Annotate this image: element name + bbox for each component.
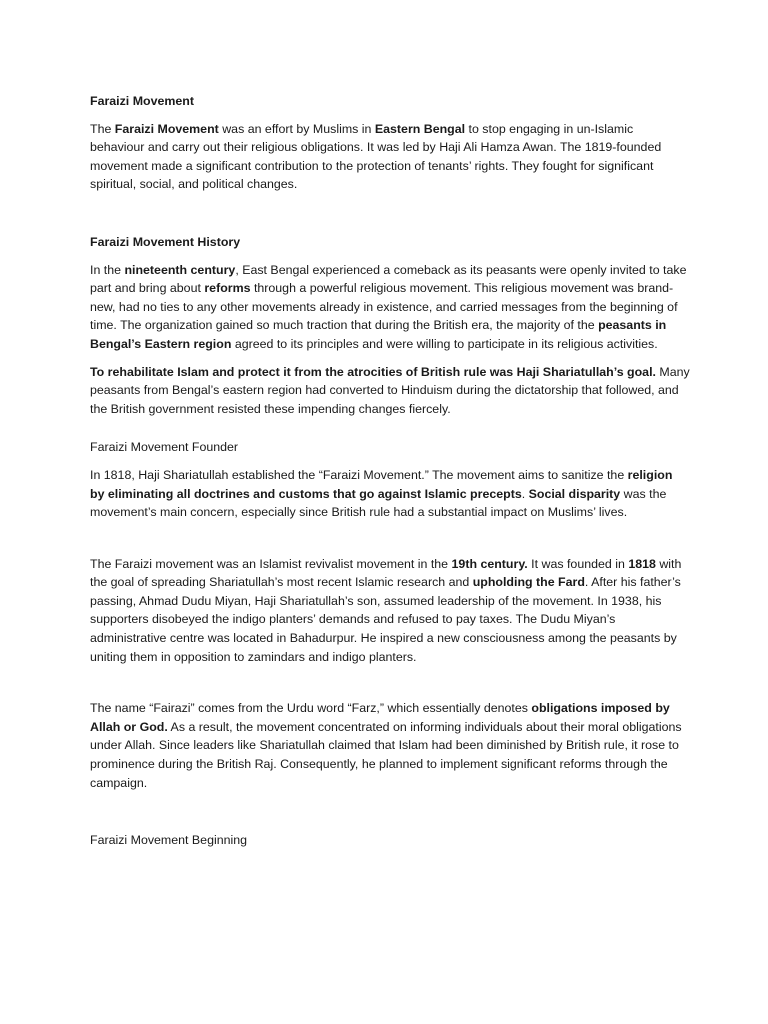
bold-text-run: upholding the Fard xyxy=(472,575,585,590)
text-run: It was founded in xyxy=(527,556,629,571)
paragraph-intro xyxy=(90,120,690,194)
bold-text-run: obligations imposed by Allah or God. xyxy=(90,701,670,734)
text-run: to stop engaging in un-Islamic behaviour and carry out their religious obligations. It was led by Haji Ali Hamza Awan. The 1819-founded movement made a significant contribution to the protection of tenants’ rights. They fought for significant spiritual, social, and political changes. xyxy=(90,121,662,192)
bold-text-run: To rehabilitate Islam and protect it from the atrocities of British rule was Haji Shariatullah’s goal. xyxy=(90,364,656,379)
text-run: In the xyxy=(90,262,125,277)
paragraph-founder-1 xyxy=(90,466,690,522)
text-run: with the goal of spreading Shariatullah’s most recent Islamic research and xyxy=(90,556,682,590)
text-run: . After his father’s passing, Ahmad Dudu Miyan, Haji Shariatullah’s son, assumed leadership of the movement. In 1938, his supporters disobeyed the indigo planters’ demands and refused to pay taxes. The Dudu Miyan’s administrative centre was located in Bahadurpur. He inspired a new consciousness among the peasants by uniting them in opposition to zamindars and indigo planters. xyxy=(90,575,681,664)
bold-text-run: nineteenth century xyxy=(124,262,236,277)
bold-text-run: peasants in Bengal’s Eastern region xyxy=(90,318,667,351)
bold-text-run: Social disparity xyxy=(528,486,621,501)
paragraph-history-2 xyxy=(90,363,690,419)
heading-beginning: Faraizi Movement Beginning xyxy=(90,833,248,848)
heading-founder: Faraizi Movement Founder xyxy=(90,440,239,455)
bold-text-run: Eastern Bengal xyxy=(374,121,466,136)
paragraph-history-1 xyxy=(90,261,690,354)
text-run: In 1818, Haji Shariatullah established the “Faraizi Movement.” The movement aims to sanitize the xyxy=(90,467,628,482)
text-run: was an effort by Muslims in xyxy=(218,121,375,136)
text-run: agreed to its principles and were willing to participate in its religious activities. xyxy=(231,336,658,351)
text-run: The name “Fairazi” comes from the Urdu word “Farz,” which essentially denotes xyxy=(90,701,532,716)
text-run: was the movement’s main concern, especially since British rule had a substantial impact on Muslims’ lives. xyxy=(90,486,667,520)
text-run: As a result, the movement concentrated on informing individuals about their moral obligations under Allah. Since leaders like Shariatullah claimed that Islam had been diminished by British rule, it rose to prominence during the British Raj. Consequently, he planned to implement significant reforms through the campaign. xyxy=(90,719,682,790)
paragraph-founder-3 xyxy=(90,699,690,792)
bold-text-run: reforms xyxy=(204,281,251,296)
bold-text-run: religion by eliminating all doctrines and customs that go against Islamic precepts xyxy=(90,467,673,501)
text-run: . xyxy=(521,486,529,501)
paragraph-founder-2 xyxy=(90,555,690,667)
text-run: , East Bengal experienced a comeback as its peasants were openly invited to take part and bring about xyxy=(90,262,687,296)
text-run: through a powerful religious movement. This religious movement was brand-new, had no ties to any other movements already in existence, and carried messages from the beginning of time. The organization gained so much traction that during the British era, the majority of the xyxy=(90,281,678,333)
bold-text-run: Faraizi Movement xyxy=(114,121,219,136)
heading-faraizi-movement: Faraizi Movement xyxy=(90,94,194,108)
text-run: Many peasants from Bengal’s eastern region had converted to Hinduism during the dictatorship that followed, and the British government resisted these impending changes fiercely. xyxy=(90,364,690,416)
document-page xyxy=(90,92,690,850)
bold-text-run: 19th century. xyxy=(451,556,528,571)
heading-history: Faraizi Movement History xyxy=(90,234,241,249)
bold-text-run: 1818 xyxy=(628,556,656,571)
text-run: The xyxy=(90,121,115,136)
text-run: The Faraizi movement was an Islamist revivalist movement in the xyxy=(90,556,452,571)
